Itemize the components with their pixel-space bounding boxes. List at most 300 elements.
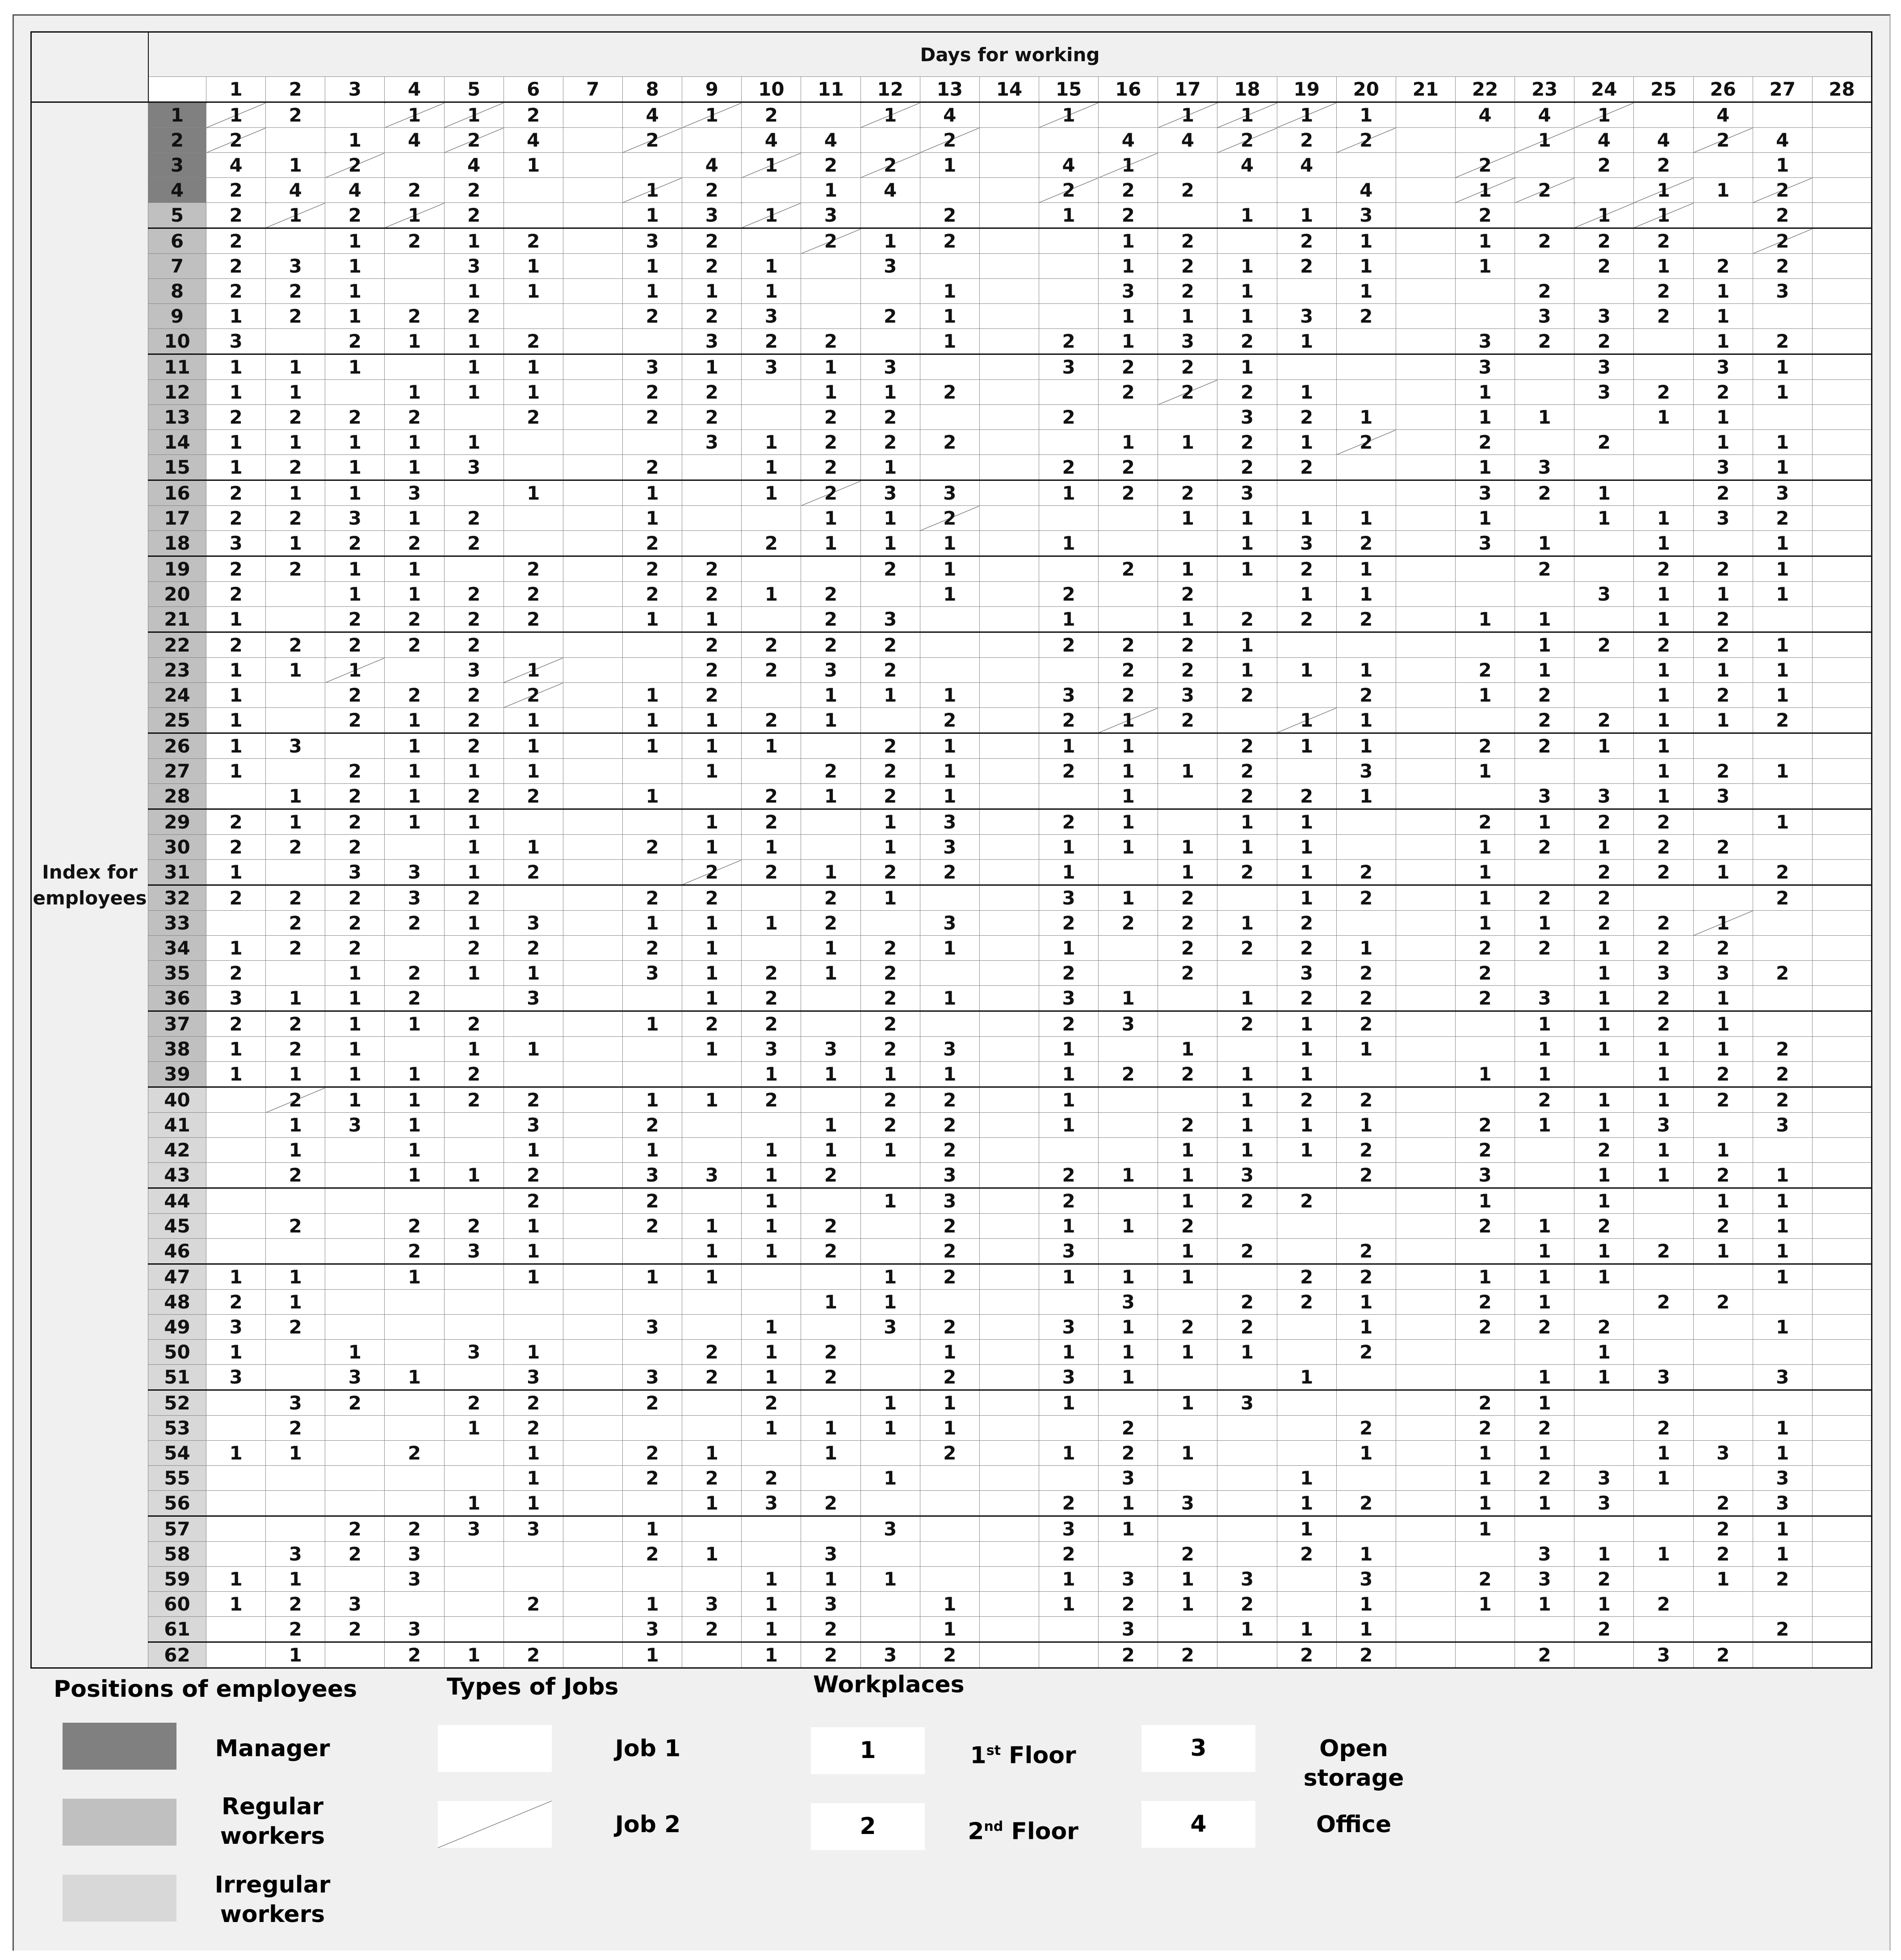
schedule-cell[interactable]: 1	[1336, 102, 1396, 128]
schedule-cell[interactable]: 2	[920, 1642, 979, 1668]
schedule-cell[interactable]: 2	[1336, 1239, 1396, 1264]
schedule-cell[interactable]: 2	[801, 1642, 860, 1668]
schedule-cell[interactable]: 1	[1455, 506, 1515, 531]
schedule-cell[interactable]: 1	[325, 455, 385, 480]
schedule-cell[interactable]	[979, 329, 1039, 354]
schedule-cell[interactable]: 3	[622, 1163, 682, 1188]
schedule-cell[interactable]: 1	[1753, 759, 1812, 784]
schedule-cell[interactable]: 3	[1099, 1567, 1158, 1592]
schedule-cell[interactable]	[266, 1491, 325, 1516]
schedule-cell[interactable]	[1396, 1542, 1455, 1567]
schedule-cell[interactable]: 1	[1515, 607, 1574, 632]
schedule-cell[interactable]: 1	[266, 986, 325, 1011]
schedule-cell[interactable]	[1574, 455, 1634, 480]
schedule-cell[interactable]: 4	[1217, 153, 1277, 178]
schedule-cell[interactable]: 1	[266, 354, 325, 380]
schedule-cell[interactable]: 2	[1515, 1466, 1574, 1491]
schedule-cell[interactable]: 1	[1099, 986, 1158, 1011]
schedule-cell[interactable]: 2	[444, 936, 504, 961]
schedule-cell[interactable]	[1158, 784, 1217, 809]
schedule-cell[interactable]	[1158, 1011, 1217, 1037]
schedule-cell[interactable]: 2	[266, 1037, 325, 1062]
schedule-cell[interactable]	[563, 1466, 622, 1491]
schedule-cell[interactable]	[979, 1037, 1039, 1062]
schedule-cell[interactable]	[563, 128, 622, 153]
schedule-cell[interactable]: 1	[1158, 304, 1217, 329]
schedule-cell[interactable]	[325, 1466, 385, 1491]
schedule-cell[interactable]: 1	[385, 1062, 444, 1087]
schedule-cell[interactable]: 1	[682, 759, 742, 784]
schedule-cell[interactable]	[801, 733, 860, 759]
schedule-cell[interactable]: 2	[1336, 1491, 1396, 1516]
schedule-cell[interactable]: 2	[682, 1617, 742, 1642]
schedule-cell[interactable]	[979, 1365, 1039, 1390]
schedule-cell[interactable]	[504, 1290, 563, 1315]
schedule-cell[interactable]: 1	[1753, 556, 1812, 582]
schedule-cell[interactable]: 1	[325, 254, 385, 279]
schedule-cell[interactable]: 1	[1515, 1491, 1574, 1516]
schedule-cell[interactable]: 2	[444, 1011, 504, 1037]
schedule-cell[interactable]	[1515, 1163, 1574, 1188]
schedule-cell[interactable]: 2	[1336, 860, 1396, 885]
schedule-cell[interactable]	[206, 1239, 266, 1264]
schedule-cell[interactable]: 1	[742, 1617, 801, 1642]
schedule-cell[interactable]: 2	[1158, 254, 1217, 279]
schedule-cell[interactable]	[979, 178, 1039, 203]
schedule-cell[interactable]	[1812, 480, 1872, 506]
schedule-cell[interactable]: 1	[920, 556, 979, 582]
schedule-cell[interactable]: 2	[1099, 203, 1158, 228]
schedule-cell[interactable]: 1	[1277, 1365, 1336, 1390]
schedule-cell[interactable]	[1515, 759, 1574, 784]
schedule-cell[interactable]	[1336, 1516, 1396, 1542]
schedule-cell[interactable]: 1	[504, 1239, 563, 1264]
schedule-cell[interactable]	[206, 784, 266, 809]
schedule-cell[interactable]: 1	[1574, 1163, 1634, 1188]
schedule-cell[interactable]: 1	[622, 911, 682, 936]
schedule-cell[interactable]	[563, 430, 622, 455]
schedule-cell[interactable]	[1812, 1138, 1872, 1163]
schedule-cell[interactable]	[979, 1062, 1039, 1087]
schedule-cell[interactable]: 1	[801, 860, 860, 885]
schedule-cell[interactable]	[504, 455, 563, 480]
schedule-cell[interactable]: 2	[801, 582, 860, 607]
schedule-cell[interactable]: 2	[1693, 254, 1753, 279]
schedule-cell[interactable]: 3	[1039, 354, 1098, 380]
schedule-cell[interactable]	[1693, 1315, 1753, 1340]
schedule-cell[interactable]: 2	[1217, 784, 1277, 809]
schedule-cell[interactable]	[1277, 279, 1336, 304]
schedule-cell[interactable]: 1	[504, 658, 563, 683]
schedule-cell[interactable]: 2	[385, 683, 444, 708]
schedule-cell[interactable]: 4	[325, 178, 385, 203]
schedule-cell[interactable]: 2	[1217, 683, 1277, 708]
schedule-cell[interactable]: 1	[444, 961, 504, 986]
schedule-cell[interactable]	[1336, 911, 1396, 936]
schedule-cell[interactable]: 2	[385, 911, 444, 936]
schedule-cell[interactable]: 2	[1217, 380, 1277, 405]
schedule-cell[interactable]	[920, 354, 979, 380]
schedule-cell[interactable]: 2	[444, 1062, 504, 1087]
schedule-cell[interactable]: 1	[622, 506, 682, 531]
schedule-cell[interactable]: 1	[1753, 380, 1812, 405]
schedule-cell[interactable]: 1	[1693, 405, 1753, 430]
schedule-cell[interactable]: 3	[682, 329, 742, 354]
schedule-cell[interactable]: 2	[1039, 582, 1098, 607]
schedule-cell[interactable]	[1693, 531, 1753, 556]
schedule-cell[interactable]	[1336, 480, 1396, 506]
schedule-cell[interactable]: 2	[1039, 708, 1098, 733]
schedule-cell[interactable]	[1634, 1617, 1693, 1642]
schedule-cell[interactable]: 2	[1158, 961, 1217, 986]
schedule-cell[interactable]: 1	[682, 733, 742, 759]
schedule-cell[interactable]	[266, 582, 325, 607]
schedule-cell[interactable]	[1693, 1390, 1753, 1416]
schedule-cell[interactable]: 1	[1039, 1214, 1098, 1239]
schedule-cell[interactable]: 3	[920, 1188, 979, 1214]
schedule-cell[interactable]	[504, 430, 563, 455]
schedule-cell[interactable]: 2	[1158, 936, 1217, 961]
schedule-cell[interactable]: 2	[860, 961, 920, 986]
schedule-cell[interactable]: 1	[1693, 329, 1753, 354]
schedule-cell[interactable]: 1	[860, 1188, 920, 1214]
schedule-cell[interactable]: 3	[1217, 1390, 1277, 1416]
schedule-cell[interactable]	[563, 1416, 622, 1441]
schedule-cell[interactable]: 2	[1336, 1642, 1396, 1668]
schedule-cell[interactable]: 1	[504, 1264, 563, 1290]
schedule-cell[interactable]: 1	[1574, 1037, 1634, 1062]
schedule-cell[interactable]	[563, 683, 622, 708]
schedule-cell[interactable]: 2	[1099, 1592, 1158, 1617]
schedule-cell[interactable]	[1396, 354, 1455, 380]
schedule-cell[interactable]	[563, 1642, 622, 1668]
schedule-cell[interactable]: 2	[1336, 304, 1396, 329]
schedule-cell[interactable]: 1	[1574, 1188, 1634, 1214]
schedule-cell[interactable]	[920, 1491, 979, 1516]
schedule-cell[interactable]	[1812, 178, 1872, 203]
schedule-cell[interactable]	[979, 228, 1039, 254]
schedule-cell[interactable]: 1	[444, 329, 504, 354]
schedule-cell[interactable]	[1217, 1037, 1277, 1062]
schedule-cell[interactable]: 3	[860, 354, 920, 380]
schedule-cell[interactable]	[920, 1466, 979, 1491]
schedule-cell[interactable]: 2	[860, 1037, 920, 1062]
schedule-cell[interactable]	[1336, 632, 1396, 658]
schedule-cell[interactable]	[1812, 1642, 1872, 1668]
schedule-cell[interactable]	[444, 1264, 504, 1290]
schedule-cell[interactable]: 1	[385, 1011, 444, 1037]
schedule-cell[interactable]: 2	[1455, 961, 1515, 986]
schedule-cell[interactable]	[1693, 1466, 1753, 1491]
schedule-cell[interactable]: 1	[1158, 506, 1217, 531]
schedule-cell[interactable]: 1	[1634, 1163, 1693, 1188]
schedule-cell[interactable]	[1277, 1416, 1336, 1441]
schedule-cell[interactable]: 1	[1753, 153, 1812, 178]
schedule-cell[interactable]: 1	[1039, 531, 1098, 556]
schedule-cell[interactable]: 1	[1634, 658, 1693, 683]
schedule-cell[interactable]: 2	[1634, 556, 1693, 582]
schedule-cell[interactable]: 2	[1277, 228, 1336, 254]
schedule-cell[interactable]: 1	[622, 1087, 682, 1113]
schedule-cell[interactable]: 2	[1336, 1011, 1396, 1037]
schedule-cell[interactable]: 2	[1336, 430, 1396, 455]
schedule-cell[interactable]	[1812, 936, 1872, 961]
schedule-cell[interactable]: 2	[1217, 1239, 1277, 1264]
schedule-cell[interactable]: 2	[1515, 480, 1574, 506]
schedule-cell[interactable]: 2	[860, 986, 920, 1011]
schedule-cell[interactable]	[1634, 1188, 1693, 1214]
schedule-cell[interactable]: 2	[206, 632, 266, 658]
schedule-cell[interactable]: 1	[682, 607, 742, 632]
schedule-cell[interactable]: 2	[1039, 759, 1098, 784]
schedule-cell[interactable]: 1	[1217, 835, 1277, 860]
schedule-cell[interactable]: 1	[1753, 455, 1812, 480]
schedule-cell[interactable]: 2	[920, 430, 979, 455]
schedule-cell[interactable]: 1	[622, 1138, 682, 1163]
schedule-cell[interactable]: 3	[1693, 784, 1753, 809]
schedule-cell[interactable]: 2	[266, 405, 325, 430]
schedule-cell[interactable]: 1	[1515, 1441, 1574, 1466]
schedule-cell[interactable]: 2	[325, 1390, 385, 1416]
schedule-cell[interactable]: 1	[1099, 1264, 1158, 1290]
schedule-cell[interactable]: 4	[1277, 153, 1336, 178]
schedule-cell[interactable]: 1	[1158, 759, 1217, 784]
schedule-cell[interactable]	[1099, 860, 1158, 885]
schedule-cell[interactable]: 2	[622, 556, 682, 582]
schedule-cell[interactable]: 2	[1158, 885, 1217, 911]
schedule-cell[interactable]: 1	[266, 1642, 325, 1668]
schedule-cell[interactable]: 2	[1277, 128, 1336, 153]
schedule-cell[interactable]: 3	[444, 455, 504, 480]
schedule-cell[interactable]: 1	[206, 936, 266, 961]
schedule-cell[interactable]	[1396, 102, 1455, 128]
schedule-cell[interactable]: 3	[206, 1365, 266, 1390]
schedule-cell[interactable]	[979, 556, 1039, 582]
schedule-cell[interactable]	[1812, 203, 1872, 228]
schedule-cell[interactable]: 1	[1634, 1441, 1693, 1466]
schedule-cell[interactable]: 2	[1693, 1290, 1753, 1315]
schedule-cell[interactable]	[682, 1113, 742, 1138]
schedule-cell[interactable]	[979, 430, 1039, 455]
schedule-cell[interactable]: 1	[266, 1138, 325, 1163]
schedule-cell[interactable]: 1	[1753, 1264, 1812, 1290]
schedule-cell[interactable]	[563, 405, 622, 430]
schedule-cell[interactable]	[1039, 1138, 1098, 1163]
schedule-cell[interactable]	[742, 228, 801, 254]
schedule-cell[interactable]	[1812, 1365, 1872, 1390]
schedule-cell[interactable]	[742, 405, 801, 430]
schedule-cell[interactable]	[860, 1214, 920, 1239]
schedule-cell[interactable]	[1396, 885, 1455, 911]
schedule-cell[interactable]: 3	[682, 203, 742, 228]
schedule-cell[interactable]	[444, 556, 504, 582]
schedule-cell[interactable]: 1	[742, 733, 801, 759]
schedule-cell[interactable]: 1	[266, 1290, 325, 1315]
schedule-cell[interactable]: 2	[1158, 1642, 1217, 1668]
schedule-cell[interactable]	[1158, 1617, 1217, 1642]
schedule-cell[interactable]: 1	[1158, 1390, 1217, 1416]
schedule-cell[interactable]: 2	[1217, 430, 1277, 455]
schedule-cell[interactable]: 1	[1455, 1516, 1515, 1542]
schedule-cell[interactable]: 2	[206, 228, 266, 254]
schedule-cell[interactable]: 2	[504, 556, 563, 582]
schedule-cell[interactable]: 2	[1217, 1290, 1277, 1315]
schedule-cell[interactable]	[1515, 1617, 1574, 1642]
schedule-cell[interactable]	[1515, 506, 1574, 531]
schedule-cell[interactable]	[860, 279, 920, 304]
schedule-cell[interactable]: 1	[1634, 607, 1693, 632]
schedule-cell[interactable]: 1	[1574, 961, 1634, 986]
schedule-cell[interactable]	[860, 582, 920, 607]
schedule-cell[interactable]: 1	[1515, 1365, 1574, 1390]
schedule-cell[interactable]	[385, 1188, 444, 1214]
schedule-cell[interactable]: 1	[1217, 1138, 1277, 1163]
schedule-cell[interactable]: 2	[1277, 254, 1336, 279]
schedule-cell[interactable]: 2	[1574, 1617, 1634, 1642]
schedule-cell[interactable]: 3	[860, 254, 920, 279]
schedule-cell[interactable]	[622, 329, 682, 354]
schedule-cell[interactable]: 1	[1099, 153, 1158, 178]
schedule-cell[interactable]: 4	[1039, 153, 1098, 178]
schedule-cell[interactable]	[563, 1567, 622, 1592]
schedule-cell[interactable]: 2	[742, 1390, 801, 1416]
schedule-cell[interactable]: 1	[742, 254, 801, 279]
schedule-cell[interactable]	[682, 531, 742, 556]
schedule-cell[interactable]	[266, 1365, 325, 1390]
schedule-cell[interactable]: 1	[266, 380, 325, 405]
schedule-cell[interactable]: 2	[1217, 1188, 1277, 1214]
schedule-cell[interactable]: 2	[325, 936, 385, 961]
schedule-cell[interactable]	[504, 632, 563, 658]
schedule-cell[interactable]: 1	[1693, 708, 1753, 733]
schedule-cell[interactable]: 2	[1753, 860, 1812, 885]
schedule-cell[interactable]	[1812, 860, 1872, 885]
schedule-cell[interactable]: 2	[385, 304, 444, 329]
schedule-cell[interactable]	[1693, 1365, 1753, 1390]
schedule-cell[interactable]	[563, 1617, 622, 1642]
schedule-cell[interactable]	[1812, 1239, 1872, 1264]
schedule-cell[interactable]	[622, 1037, 682, 1062]
schedule-cell[interactable]	[1455, 1037, 1515, 1062]
schedule-cell[interactable]: 1	[860, 885, 920, 911]
schedule-cell[interactable]	[1277, 759, 1336, 784]
schedule-cell[interactable]: 3	[1455, 1163, 1515, 1188]
schedule-cell[interactable]: 2	[1158, 632, 1217, 658]
schedule-cell[interactable]	[563, 1239, 622, 1264]
schedule-cell[interactable]	[1039, 228, 1098, 254]
schedule-cell[interactable]: 1	[444, 759, 504, 784]
schedule-cell[interactable]: 1	[1158, 1441, 1217, 1466]
schedule-cell[interactable]	[622, 1290, 682, 1315]
schedule-cell[interactable]: 2	[206, 506, 266, 531]
schedule-cell[interactable]	[563, 380, 622, 405]
schedule-cell[interactable]: 3	[1574, 582, 1634, 607]
schedule-cell[interactable]: 1	[1039, 203, 1098, 228]
schedule-cell[interactable]: 1	[1634, 506, 1693, 531]
schedule-cell[interactable]: 1	[1039, 835, 1098, 860]
schedule-cell[interactable]: 2	[444, 582, 504, 607]
schedule-cell[interactable]: 3	[1634, 1642, 1693, 1668]
schedule-cell[interactable]	[1396, 759, 1455, 784]
schedule-cell[interactable]: 1	[1277, 860, 1336, 885]
schedule-cell[interactable]: 1	[860, 102, 920, 128]
schedule-cell[interactable]: 1	[742, 1062, 801, 1087]
schedule-cell[interactable]	[1753, 405, 1812, 430]
schedule-cell[interactable]	[1396, 228, 1455, 254]
schedule-cell[interactable]: 1	[1277, 380, 1336, 405]
schedule-cell[interactable]: 2	[504, 582, 563, 607]
schedule-cell[interactable]: 3	[1574, 784, 1634, 809]
schedule-cell[interactable]: 1	[1574, 1340, 1634, 1365]
schedule-cell[interactable]	[1099, 1542, 1158, 1567]
schedule-cell[interactable]	[563, 986, 622, 1011]
schedule-cell[interactable]	[1396, 203, 1455, 228]
schedule-cell[interactable]: 1	[1039, 1340, 1098, 1365]
schedule-cell[interactable]: 1	[1574, 936, 1634, 961]
schedule-cell[interactable]	[742, 1516, 801, 1542]
schedule-cell[interactable]: 2	[1455, 733, 1515, 759]
schedule-cell[interactable]	[563, 860, 622, 885]
schedule-cell[interactable]	[266, 1239, 325, 1264]
schedule-cell[interactable]: 1	[801, 1441, 860, 1466]
schedule-cell[interactable]	[1217, 885, 1277, 911]
schedule-cell[interactable]: 1	[325, 658, 385, 683]
schedule-cell[interactable]	[801, 1264, 860, 1290]
schedule-cell[interactable]	[206, 1516, 266, 1542]
schedule-cell[interactable]	[860, 1592, 920, 1617]
schedule-cell[interactable]: 1	[1693, 582, 1753, 607]
schedule-cell[interactable]: 2	[1753, 708, 1812, 733]
schedule-cell[interactable]	[266, 860, 325, 885]
schedule-cell[interactable]	[563, 1188, 622, 1214]
schedule-cell[interactable]: 1	[1158, 835, 1217, 860]
schedule-cell[interactable]: 2	[504, 405, 563, 430]
schedule-cell[interactable]	[860, 1441, 920, 1466]
schedule-cell[interactable]: 1	[1574, 506, 1634, 531]
schedule-cell[interactable]	[979, 658, 1039, 683]
schedule-cell[interactable]: 3	[1336, 1567, 1396, 1592]
schedule-cell[interactable]: 2	[801, 1365, 860, 1390]
schedule-cell[interactable]: 1	[742, 1239, 801, 1264]
schedule-cell[interactable]	[1455, 1340, 1515, 1365]
schedule-cell[interactable]	[979, 203, 1039, 228]
schedule-cell[interactable]: 3	[801, 658, 860, 683]
schedule-cell[interactable]: 2	[325, 835, 385, 860]
schedule-cell[interactable]: 2	[325, 1516, 385, 1542]
schedule-cell[interactable]: 2	[1693, 1642, 1753, 1668]
schedule-cell[interactable]: 2	[682, 556, 742, 582]
schedule-cell[interactable]: 1	[860, 1466, 920, 1491]
schedule-cell[interactable]	[682, 506, 742, 531]
schedule-cell[interactable]	[1753, 835, 1812, 860]
schedule-cell[interactable]	[860, 1340, 920, 1365]
schedule-cell[interactable]: 1	[1634, 708, 1693, 733]
schedule-cell[interactable]: 1	[1753, 531, 1812, 556]
schedule-cell[interactable]	[1812, 1315, 1872, 1340]
schedule-cell[interactable]: 1	[504, 1138, 563, 1163]
schedule-cell[interactable]	[563, 203, 622, 228]
schedule-cell[interactable]: 1	[1693, 279, 1753, 304]
schedule-cell[interactable]: 1	[801, 961, 860, 986]
schedule-cell[interactable]	[622, 632, 682, 658]
schedule-cell[interactable]: 2	[742, 329, 801, 354]
schedule-cell[interactable]	[1277, 354, 1336, 380]
schedule-cell[interactable]: 2	[266, 455, 325, 480]
schedule-cell[interactable]: 1	[1515, 658, 1574, 683]
schedule-cell[interactable]: 1	[742, 1592, 801, 1617]
schedule-cell[interactable]: 2	[1039, 1188, 1098, 1214]
schedule-cell[interactable]: 4	[742, 128, 801, 153]
